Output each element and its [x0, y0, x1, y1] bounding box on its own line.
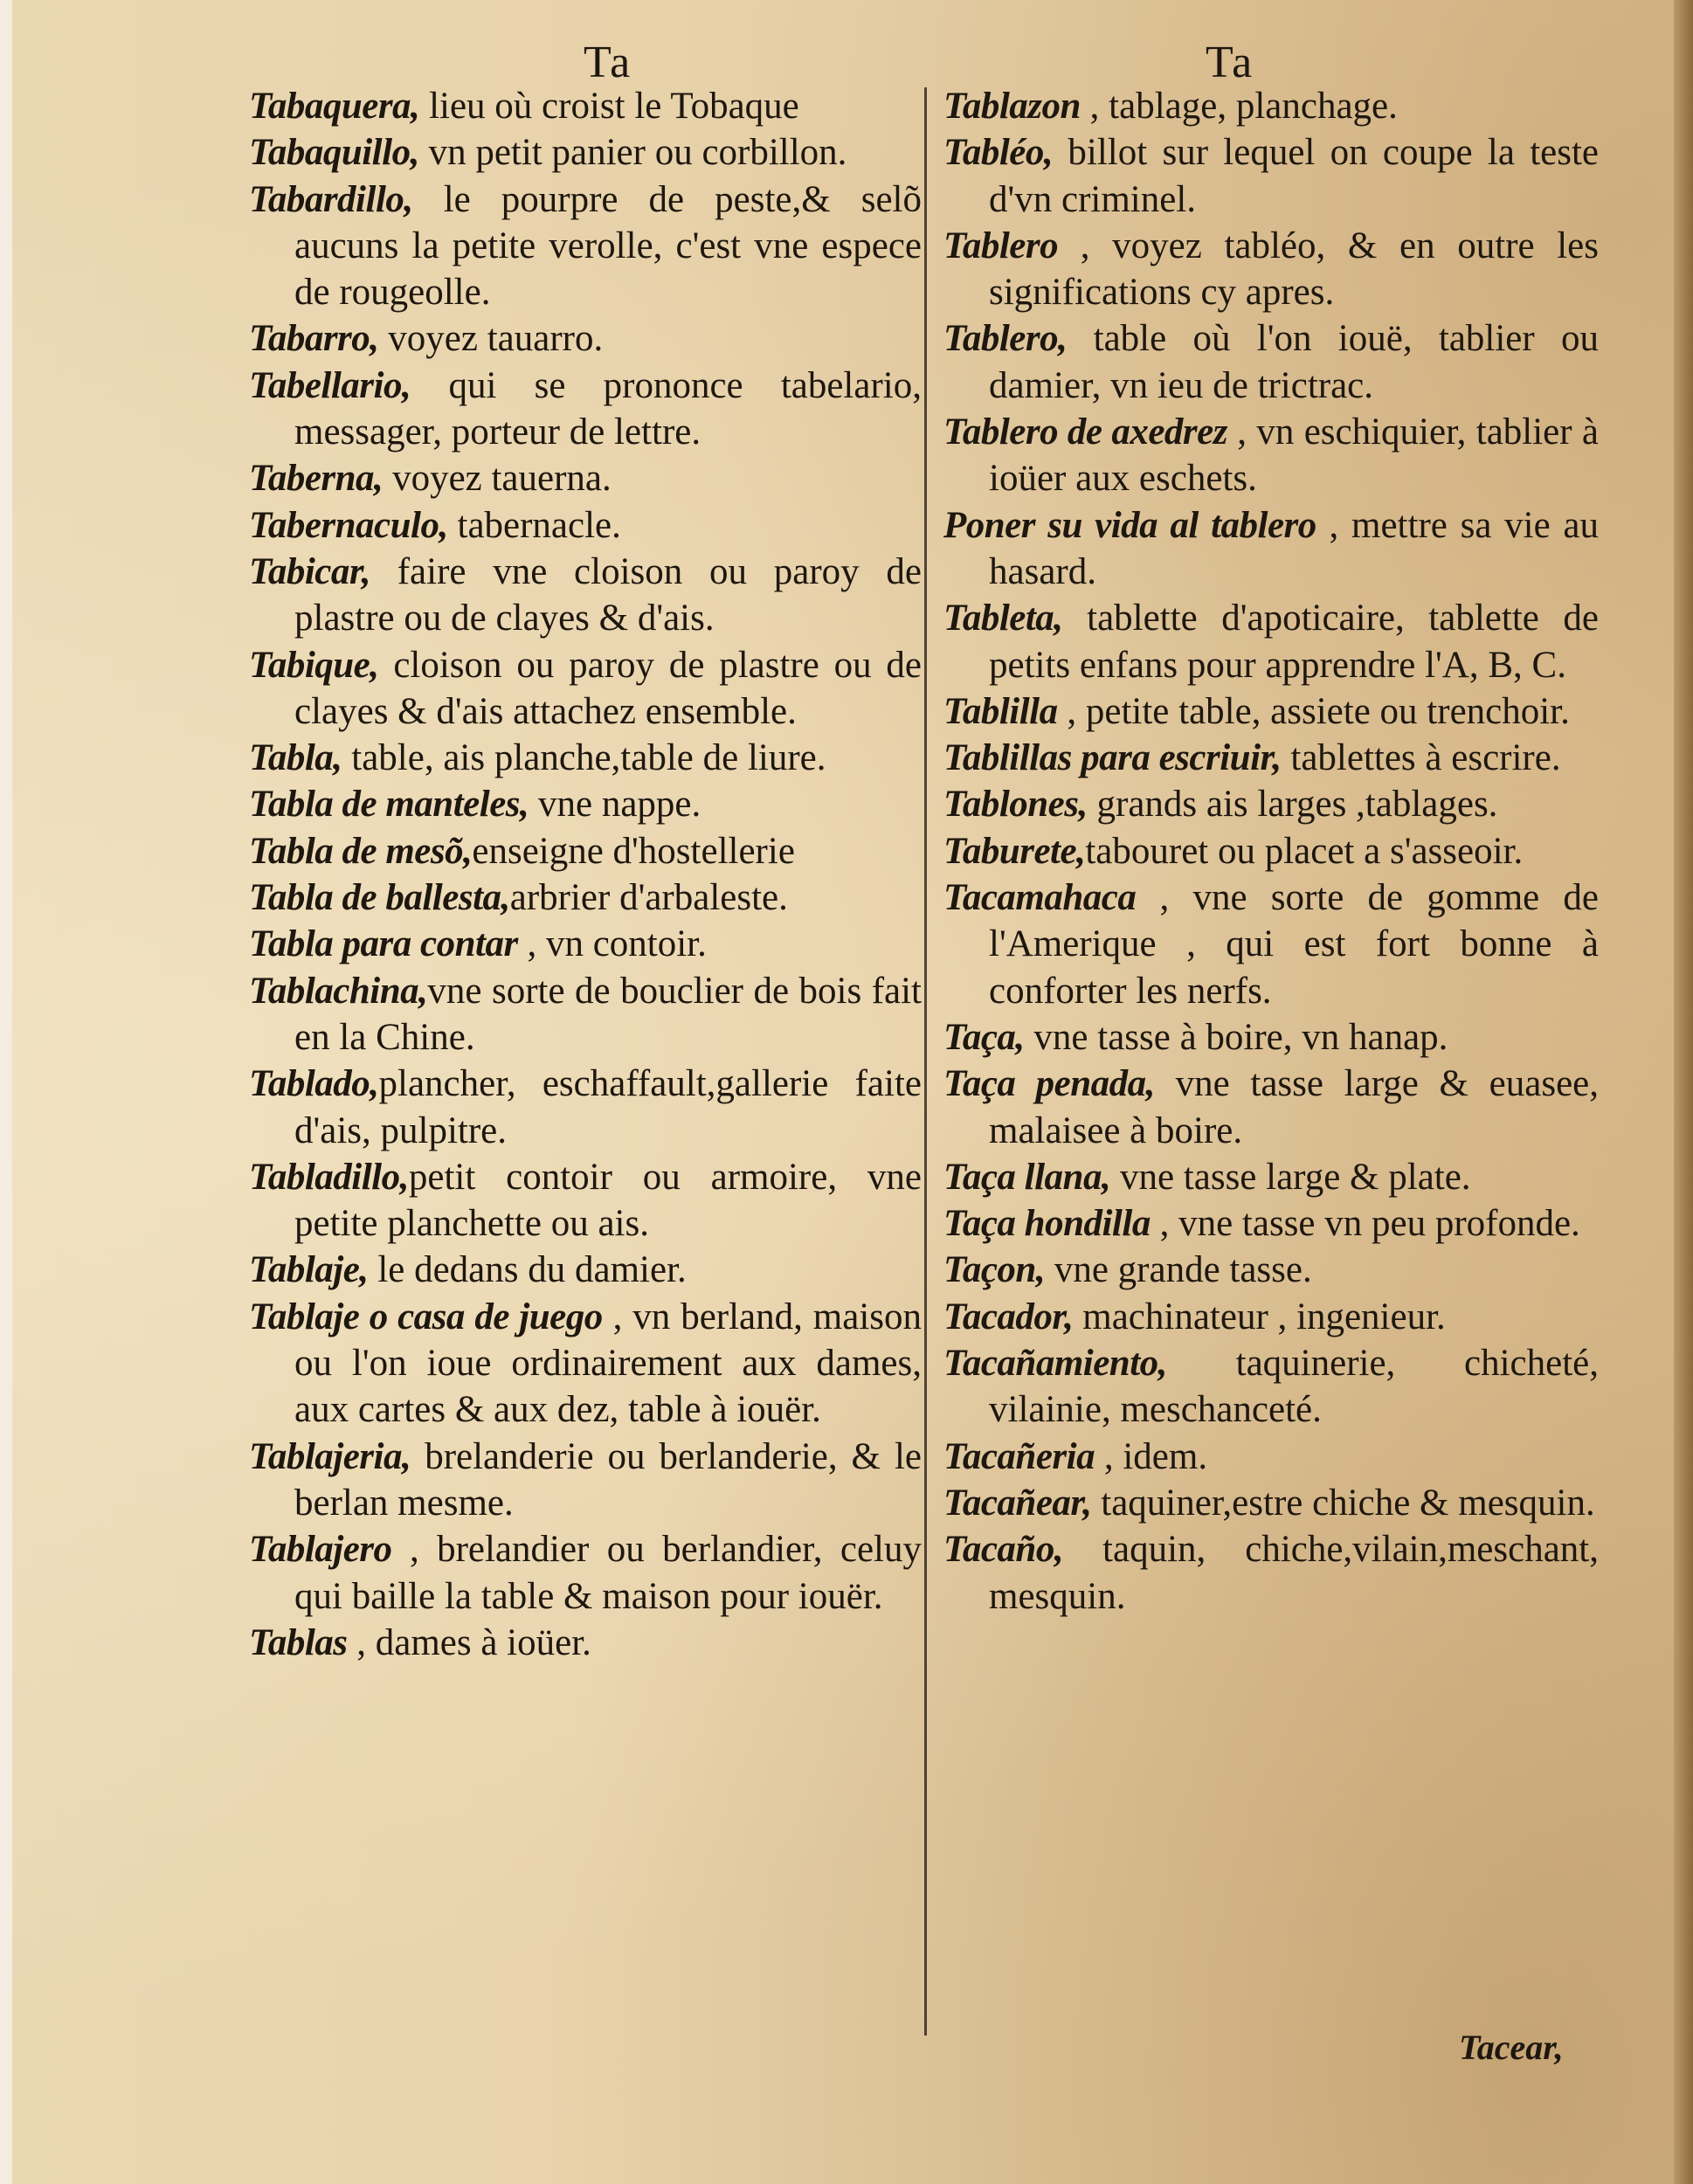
entry-headword: Taberna,	[249, 458, 384, 500]
entry-headword: Tablones,	[943, 784, 1088, 826]
dictionary-entry	[249, 642, 922, 736]
entry-definition: plancher, eschaffault,gallerie faite d'ais, pulpitre.	[294, 1063, 922, 1151]
entry-headword: Tablero	[943, 225, 1059, 266]
entry-headword: Tabléo,	[943, 132, 1054, 174]
dictionary-entry	[943, 1526, 1599, 1620]
entry-definition: machinateur , ingenieur.	[1073, 1296, 1446, 1337]
dictionary-entry	[249, 1247, 922, 1293]
dictionary-entry	[943, 502, 1599, 596]
dictionary-entry	[943, 1154, 1599, 1200]
dictionary-entry	[249, 921, 922, 967]
entry-definition: vne tasse large & euasee, malaisee à boire.	[989, 1063, 1600, 1151]
dictionary-entry	[249, 455, 922, 501]
dictionary-entry	[249, 781, 922, 827]
entry-headword: Tabernaculo,	[249, 504, 448, 546]
entry-headword: Tabaquillo,	[249, 132, 419, 174]
entry-definition: faire vne cloison ou paroy de plastre ou de clayes & d'ais.	[294, 550, 922, 639]
entry-definition: , vne sorte de gomme de l'Amerique , qui est fort bonne à conforter les nerfs.	[989, 877, 1599, 1012]
entry-headword: Taburete,	[943, 830, 1086, 872]
entry-headword: Tacador,	[943, 1296, 1074, 1337]
dictionary-entry	[249, 1526, 922, 1620]
entry-headword: Tabladillo,	[249, 1156, 409, 1198]
entry-definition: enseigne d'hostellerie	[472, 830, 795, 872]
entry-headword: Tabarro,	[249, 318, 379, 360]
entry-definition: arbrier d'arbaleste.	[509, 877, 788, 919]
entry-definition: tablettes à escrire.	[1281, 737, 1561, 779]
dictionary-entry	[943, 129, 1599, 223]
dictionary-entry	[943, 1480, 1599, 1526]
entry-definition: vne sorte de bouclier de bois fait en la Chine.	[294, 970, 922, 1058]
dictionary-entry	[249, 968, 922, 1061]
entry-definition: vne tasse large & plate.	[1110, 1156, 1471, 1198]
entry-headword: Tablas	[249, 1621, 348, 1663]
entry-headword: Tablillas para escriuir,	[943, 737, 1282, 779]
dictionary-entry	[943, 83, 1599, 129]
entry-headword: Taça hondilla	[943, 1203, 1151, 1245]
catchword: Tacear,	[1459, 2028, 1564, 2067]
entry-definition: table où l'on iouë, tablier ou damier, vn ieu de trictrac.	[989, 318, 1599, 406]
entry-headword: Tacamahaca	[943, 877, 1137, 919]
entry-headword: Tacañeria	[943, 1435, 1095, 1477]
entry-headword: Tabla para contar	[249, 923, 518, 965]
entry-definition: voyez tauerna.	[383, 458, 612, 500]
dictionary-entry	[249, 363, 922, 456]
dictionary-entry	[943, 223, 1599, 316]
entry-definition: brelanderie ou berlanderie, & le berlan mesme.	[294, 1435, 922, 1524]
entry-definition: grands ais larges ,tablages.	[1087, 784, 1498, 826]
dictionary-entry	[943, 874, 1599, 1014]
entry-definition: tabernacle.	[447, 504, 621, 546]
entry-headword: Tabicar,	[249, 550, 370, 592]
entry-headword: Tablajero	[249, 1529, 392, 1571]
dictionary-entry	[249, 874, 922, 921]
entry-definition: lieu où croist le Tobaque	[419, 86, 799, 127]
entry-definition: taquiner,estre chiche & mesquin.	[1091, 1482, 1595, 1524]
dictionary-entry	[249, 129, 922, 176]
dictionary-entry	[249, 176, 922, 316]
entry-headword: Tablazon	[943, 86, 1081, 127]
entry-headword: Tacaño,	[943, 1529, 1064, 1571]
entry-definition: , tablage, planchage.	[1080, 86, 1398, 127]
entry-headword: Tabla,	[249, 737, 342, 779]
entry-headword: Tabaquera,	[249, 86, 420, 127]
dictionary-entry	[943, 828, 1599, 874]
entry-headword: Tabla de mesõ,	[249, 830, 473, 872]
entry-definition: taquin, chiche,vilain,meschant, mesquin.	[989, 1529, 1599, 1617]
entry-headword: Taça llana,	[943, 1156, 1111, 1198]
entry-definition: , vne tasse vn peu profonde.	[1150, 1203, 1580, 1245]
dictionary-entry	[249, 1434, 922, 1527]
entry-definition: taquinerie, chicheté, vilainie, meschanceté.	[989, 1343, 1599, 1431]
entry-definition: , voyez tabléo, & en outre les significations cy apres.	[989, 225, 1599, 314]
entry-headword: Taça penada,	[943, 1063, 1155, 1105]
entry-headword: Tabla de manteles,	[249, 784, 529, 826]
entry-headword: Taçon,	[943, 1249, 1046, 1291]
entry-definition: , petite table, assiete ou trenchoir.	[1057, 690, 1570, 732]
dictionary-entry	[249, 1154, 922, 1248]
dictionary-entry	[249, 828, 922, 874]
dictionary-entry	[943, 1200, 1599, 1247]
entry-headword: Tablero de axedrez	[943, 411, 1227, 453]
entry-definition: le dedans du damier.	[368, 1249, 687, 1291]
running-head-left: Ta	[584, 38, 632, 87]
entry-headword: Tablaje o casa de juego	[249, 1296, 603, 1337]
entry-headword: Tablachina,	[249, 970, 428, 1012]
entry-definition: vne grande tasse.	[1045, 1249, 1312, 1291]
entry-definition: qui se prononce tabelario, messager, porteur de lettre.	[294, 364, 922, 453]
entry-headword: Tablajeria,	[249, 1435, 411, 1477]
dictionary-entry	[249, 502, 922, 549]
entry-headword: Tableta,	[943, 598, 1063, 639]
dictionary-entry	[943, 1434, 1599, 1480]
dictionary-entry	[943, 781, 1599, 827]
entry-headword: Tabique,	[249, 644, 379, 686]
entry-definition: petit contoir ou armoire, vne petite planchette ou ais.	[294, 1156, 922, 1245]
dictionary-entry	[249, 549, 922, 642]
dictionary-entry	[249, 83, 922, 129]
entry-definition: vne tasse à boire, vn hanap.	[1024, 1016, 1448, 1058]
entry-definition: , vn contoir.	[517, 923, 707, 965]
entry-definition: vn petit panier ou corbillon.	[418, 132, 847, 174]
entry-definition: , vn berland, maison ou l'on ioue ordinairement aux dames, aux cartes & aux dez, table à iouër.	[294, 1296, 922, 1431]
right-column	[943, 83, 1599, 1620]
entry-definition: vne nappe.	[529, 784, 701, 826]
entry-headword: Tabellario,	[249, 364, 411, 406]
dictionary-entry	[943, 735, 1599, 781]
scan-margin-left	[0, 0, 12, 2184]
dictionary-entry	[943, 688, 1599, 735]
entry-headword: Tablero,	[943, 318, 1068, 360]
entry-definition: , idem.	[1095, 1435, 1208, 1477]
dictionary-entry	[943, 1061, 1599, 1154]
column-divider	[924, 87, 927, 2035]
entry-definition: , mettre sa vie au hasard.	[989, 504, 1599, 592]
entry-definition: le pourpre de peste,& selõ aucuns la petite verolle, c'est vne espece de rougeolle.	[294, 178, 922, 314]
dictionary-entry	[943, 595, 1599, 688]
entry-headword: Tabla de ballesta,	[249, 877, 510, 919]
entry-definition: , brelandier ou berlandier, celuy qui baille la table & maison pour iouër.	[294, 1529, 922, 1617]
entry-definition: cloison ou paroy de plastre ou de clayes & d'ais attachez ensemble.	[294, 644, 922, 732]
entry-headword: Tacañear,	[943, 1482, 1092, 1524]
dictionary-entry	[249, 1620, 922, 1666]
left-column	[249, 83, 922, 1666]
dictionary-entry	[943, 1340, 1599, 1434]
dictionary-entry	[943, 409, 1599, 502]
dictionary-entry	[249, 735, 922, 781]
dictionary-entry	[943, 315, 1599, 409]
entry-definition: , vn eschiquier, tablier à ioüer aux eschets.	[989, 411, 1599, 500]
dictionary-entry	[943, 1247, 1599, 1293]
entry-headword: Tacañamiento,	[943, 1343, 1167, 1385]
entry-definition: tabouret ou placet a s'asseoir.	[1085, 830, 1524, 872]
entry-headword: Taça,	[943, 1016, 1025, 1058]
dictionary-entry	[943, 1294, 1599, 1340]
entry-headword: Tablado,	[249, 1063, 379, 1105]
entry-definition: voyez tauarro.	[378, 318, 604, 360]
entry-headword: Tablilla	[943, 690, 1058, 732]
dictionary-entry	[249, 1294, 922, 1434]
dictionary-entry	[249, 315, 922, 362]
entry-headword: Tablaje,	[249, 1249, 369, 1291]
scan-margin-right	[1674, 0, 1693, 2184]
entry-definition: table, ais planche,table de liure.	[342, 737, 826, 779]
entry-definition: , dames à ioüer.	[347, 1621, 591, 1663]
running-head-right: Ta	[1206, 38, 1254, 87]
dictionary-entry	[943, 1014, 1599, 1061]
entry-headword: Poner su vida al tablero	[943, 504, 1316, 546]
entry-definition: tablette d'apoticaire, tablette de petits enfans pour apprendre l'A, B, C.	[989, 598, 1599, 686]
entry-headword: Tabardillo,	[249, 178, 413, 220]
entry-definition: billot sur lequel on coupe la teste d'vn criminel.	[989, 132, 1599, 220]
dictionary-entry	[249, 1061, 922, 1154]
